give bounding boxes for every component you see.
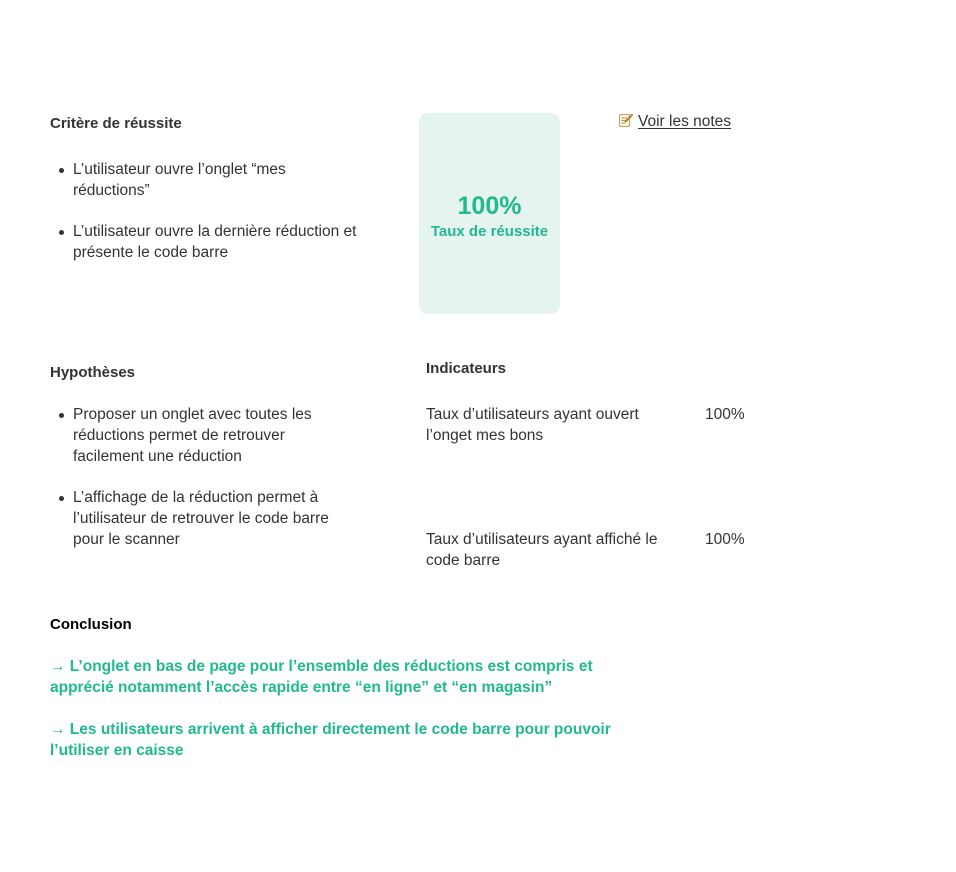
conclusion-item: → Les utilisateurs arrivent à afficher directement le code barre pour pouvoir l’utiliser en caisse [50, 721, 611, 759]
hypotheses-heading: Hypothèses [50, 364, 136, 381]
success-criteria-section [50, 113, 380, 263]
hypotheses-list [50, 404, 380, 550]
conclusion-item: → L’onglet en bas de page pour l’ensemble des réductions est compris et apprécié notamment l’accès rapide entre “en ligne” et “en magasin” [50, 658, 593, 696]
success-rate-label: Taux de réussite [430, 223, 549, 240]
indicator-label: Taux d’utilisateurs ayant ouvert l’onget mes bons [426, 406, 639, 444]
view-notes-link[interactable] [619, 112, 731, 132]
success-rate-card [419, 113, 560, 314]
indicator-value: 100% [705, 406, 745, 423]
view-notes-label: Voir les notes [638, 113, 732, 130]
indicator-label: Taux d’utilisateurs ayant affiché le code barre [426, 531, 658, 569]
indicators-heading: Indicateurs [426, 360, 507, 377]
memo-icon [619, 113, 633, 127]
hypotheses-section [50, 362, 380, 550]
success-criteria-list [50, 159, 380, 263]
indicator-value: 100% [705, 531, 745, 548]
conclusion-section [50, 614, 615, 761]
list-item: L’utilisateur ouvre l’onglet “mes réductions” [50, 159, 343, 201]
list-item: Proposer un onglet avec toutes les réductions permet de retrouver facilement une réduction [50, 404, 333, 467]
list-item: L’affichage de la réduction permet à l’utilisateur de retrouver le code barre pour le scanner [50, 487, 363, 550]
success-criteria-heading: Critère de réussite [50, 115, 182, 132]
conclusion-heading: Conclusion [50, 616, 132, 633]
list-item: L’utilisateur ouvre la dernière réduction et présente le code barre [50, 221, 363, 263]
success-rate-value: 100% [457, 192, 522, 220]
